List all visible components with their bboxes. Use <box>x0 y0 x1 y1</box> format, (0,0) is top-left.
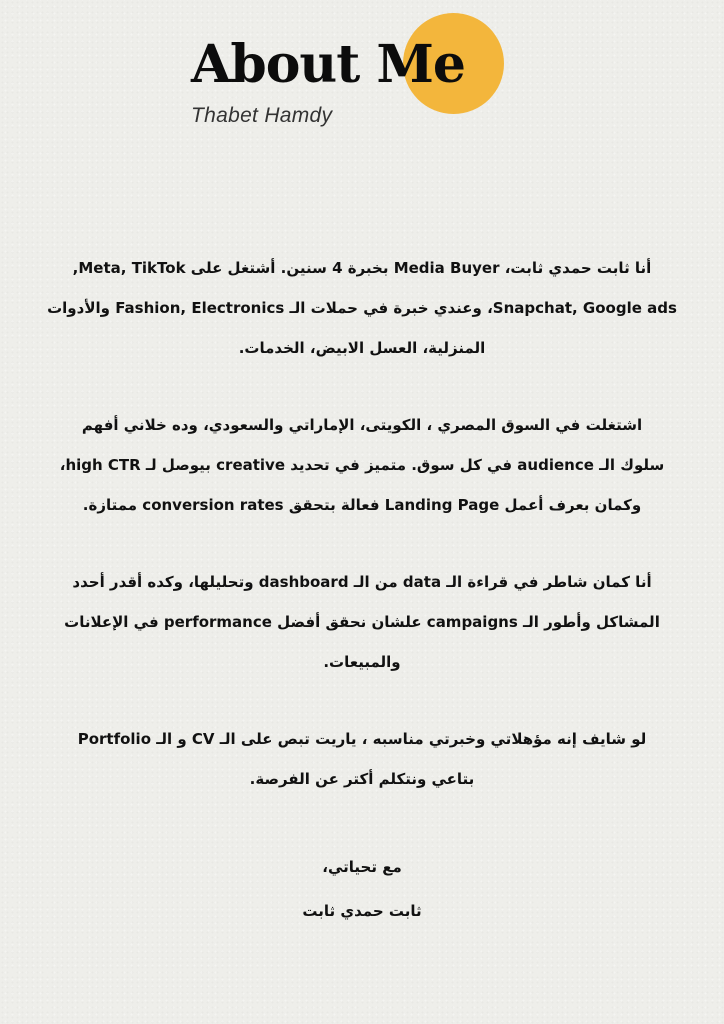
paragraph-markets <box>30 405 694 525</box>
signature-name: ثابت حمدي ثابت <box>302 902 422 920</box>
paragraph-closing <box>30 719 694 799</box>
text-line: وكمان بعرف أعمل Landing Page فعالة بتحقق conversion rates ممتازة. <box>82 496 642 514</box>
text-line: أنا ثابت حمدي ثابت، Media Buyer بخبرة 4 سنين. أشتغل على Meta, TikTok, <box>72 259 652 277</box>
text-line: سلوك الـ audience في كل سوق. متميز في تحديد creative بيوصل لـ high CTR، <box>59 456 665 474</box>
text-line: المشاكل وأطور الـ campaigns علشان نحقق أفضل performance في الإعلانات <box>64 613 660 631</box>
header <box>0 0 724 140</box>
text-line: Snapchat, Google ads، وعندي خبرة في حملات الـ Fashion, Electronics والأدوات <box>47 299 677 317</box>
signoff <box>30 845 694 933</box>
text-line: اشتغلت في السوق المصري ، الكويتى، الإماراتي والسعودي، وده خلاني أفهم <box>81 416 643 434</box>
page-title: About Me <box>191 34 465 95</box>
paragraph-analytics <box>30 562 694 682</box>
text-line: لو شايف إنه مؤهلاتي وخبرتي مناسبه ، ياريت تبص على الـ CV و الـ Portfolio <box>77 730 647 748</box>
greeting: مع تحياتي، <box>322 858 402 876</box>
letter-body <box>30 248 694 933</box>
text-line: المنزلية، العسل الابيض، الخدمات. <box>238 339 486 357</box>
text-line: أنا كمان شاطر في قراءة الـ data من الـ dashboard وتحليلها، وكده أقدر أحدد <box>72 573 652 591</box>
text-line: والمبيعات. <box>323 653 401 671</box>
paragraph-intro <box>30 248 694 368</box>
text-line: بتاعي ونتكلم أكتر عن الفرصة. <box>249 770 475 788</box>
author-name: Thabet Hamdy <box>191 104 333 127</box>
